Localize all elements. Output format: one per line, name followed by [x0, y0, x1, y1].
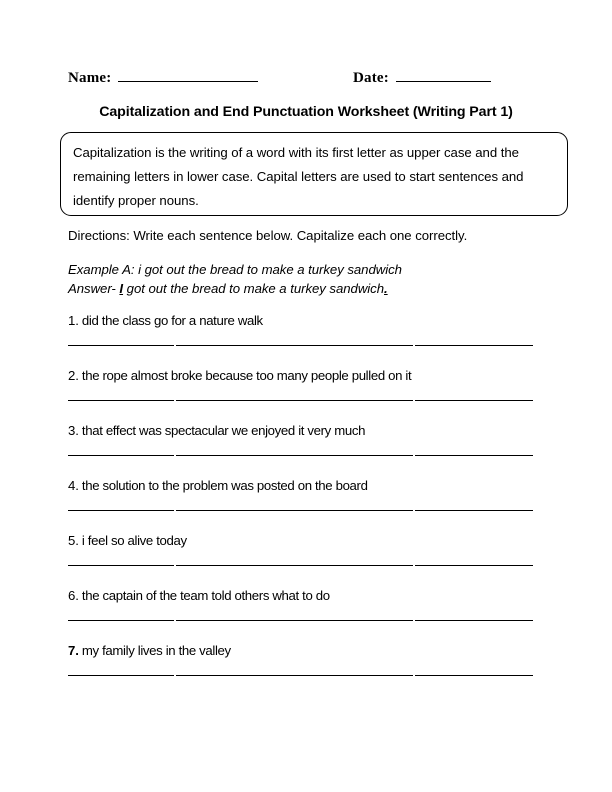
- question-sentence: the rope almost broke because too many people pulled on it: [81, 368, 412, 383]
- question-number: 7.: [68, 643, 79, 658]
- definition-text: Capitalization is the writing of a word with its first letter as upper case and the remaining letters in lower case. Capital letters are used to start sentences and identify proper nouns.: [73, 145, 524, 208]
- answer-line-segment: [68, 618, 174, 621]
- question-number: 1.: [68, 313, 79, 328]
- answer-line-segment: [176, 398, 413, 401]
- question-text: [68, 478, 368, 493]
- example-answer-line: [68, 279, 402, 298]
- answer-line-segment: [415, 563, 533, 566]
- date-blank-line[interactable]: [396, 70, 491, 82]
- answer-line[interactable]: [68, 673, 533, 675]
- question-list: [0, 313, 612, 698]
- answer-line-segment: [415, 618, 533, 621]
- answer-line-segment: [176, 618, 413, 621]
- page-title: Capitalization and End Punctuation Worksheet (Writing Part 1): [99, 104, 513, 120]
- question-text: [68, 423, 365, 438]
- question-sentence: did the class go for a nature walk: [81, 313, 263, 328]
- question-number: 2.: [68, 368, 79, 383]
- name-date-row: [68, 68, 544, 92]
- answer-line-segment: [68, 673, 174, 676]
- question-sentence: that effect was spectacular we enjoyed it very much: [81, 423, 366, 438]
- answer-line-segment: [68, 343, 174, 346]
- answer-line-segment: [415, 508, 533, 511]
- date-field-group: [353, 68, 491, 88]
- question-item: [0, 643, 612, 698]
- question-sentence: i feel so alive today: [81, 533, 187, 548]
- question-item: [0, 423, 612, 478]
- answer-line-segment: [176, 508, 413, 511]
- question-sentence: the solution to the problem was posted on the board: [81, 478, 368, 493]
- answer-line[interactable]: [68, 618, 533, 620]
- answer-line-segment: [68, 563, 174, 566]
- answer-line[interactable]: [68, 398, 533, 400]
- answer-line-segment: [415, 343, 533, 346]
- example-block: [68, 260, 402, 298]
- question-item: [0, 533, 612, 588]
- example-prompt-label: Example A:: [68, 262, 135, 277]
- name-label: Name:: [68, 70, 112, 86]
- answer-line-segment: [176, 673, 413, 676]
- name-field-group: [68, 68, 258, 88]
- example-answer-text: got out the bread to make a turkey sandwich: [126, 281, 385, 296]
- definition-box: [60, 132, 568, 216]
- answer-line[interactable]: [68, 563, 533, 565]
- answer-line-segment: [176, 453, 413, 456]
- question-sentence: the captain of the team told others what to do: [81, 588, 330, 603]
- answer-line[interactable]: [68, 343, 533, 345]
- answer-line-segment: [415, 453, 533, 456]
- question-item: [0, 313, 612, 368]
- question-text: [68, 368, 411, 383]
- name-blank-line[interactable]: [118, 70, 258, 82]
- example-answer-label: Answer-: [68, 281, 116, 296]
- question-number: 5.: [68, 533, 79, 548]
- answer-line[interactable]: [68, 453, 533, 455]
- question-sentence: my family lives in the valley: [81, 643, 231, 658]
- question-number: 3.: [68, 423, 79, 438]
- question-text: [68, 588, 330, 603]
- question-number: 6.: [68, 588, 79, 603]
- question-item: [0, 478, 612, 533]
- answer-line[interactable]: [68, 508, 533, 510]
- date-label: Date:: [353, 70, 389, 86]
- directions-text: Directions: Write each sentence below. Capitalize each one correctly.: [68, 228, 468, 243]
- answer-line-segment: [68, 453, 174, 456]
- answer-line-segment: [176, 343, 413, 346]
- question-text: [68, 643, 231, 658]
- example-answer-capital: I: [119, 281, 124, 296]
- answer-line-segment: [176, 563, 413, 566]
- answer-line-segment: [415, 673, 533, 676]
- question-text: [68, 313, 263, 328]
- answer-line-segment: [68, 508, 174, 511]
- answer-line-segment: [68, 398, 174, 401]
- answer-line-segment: [415, 398, 533, 401]
- question-number: 4.: [68, 478, 79, 493]
- question-item: [0, 588, 612, 643]
- example-prompt-line: [68, 260, 402, 279]
- example-answer-punctuation: .: [384, 281, 388, 296]
- question-text: [68, 533, 187, 548]
- example-prompt-text: i got out the bread to make a turkey sandwich: [138, 262, 402, 277]
- question-item: [0, 368, 612, 423]
